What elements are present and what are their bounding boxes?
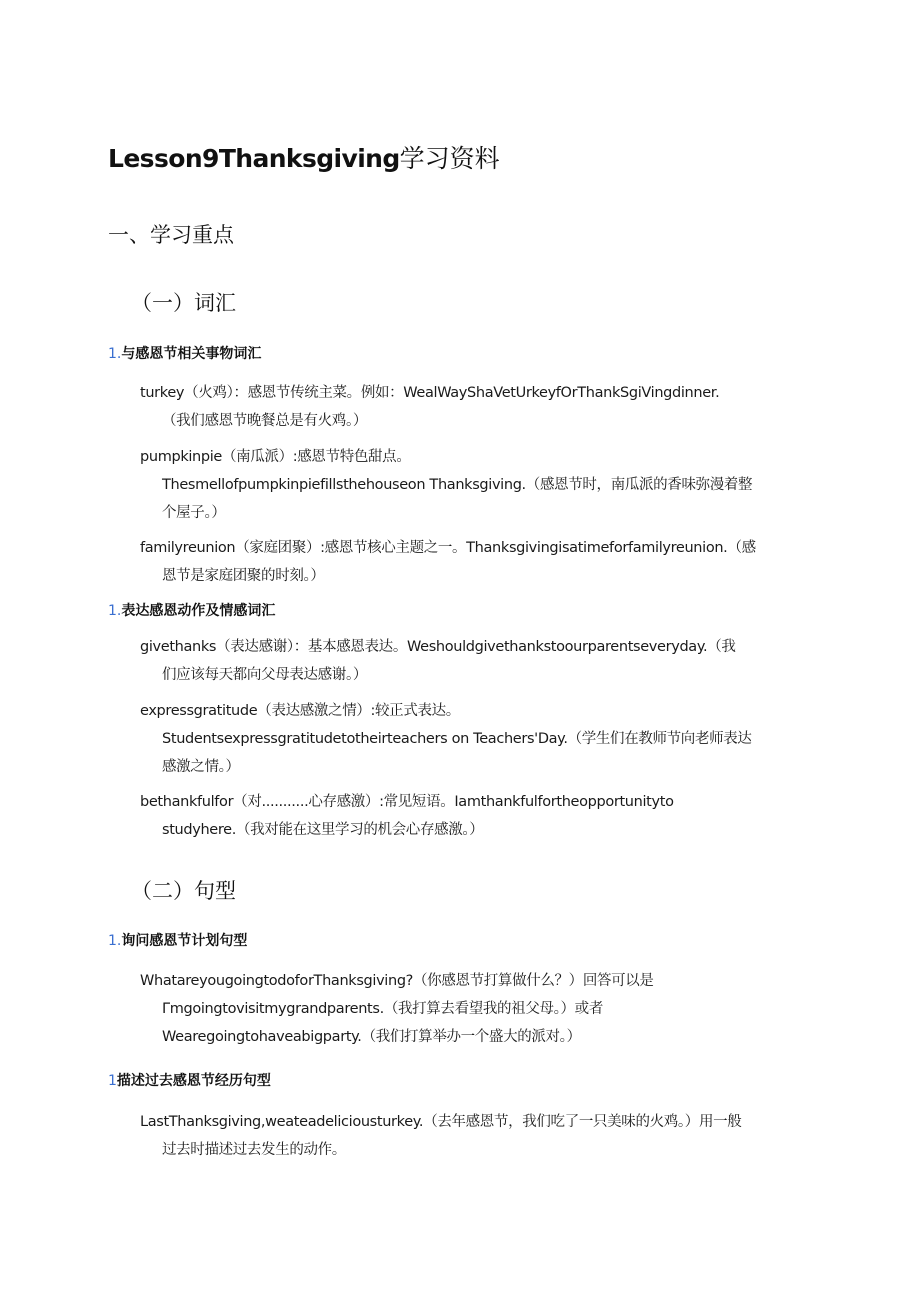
pattern-plan-line2: Γmgoingtovisitmygrandparents.（我打算去看望我的祖父母。）或者	[162, 1001, 603, 1017]
title-chinese: 学习资料	[399, 144, 500, 173]
section-heading-key-points: 一、学习重点	[108, 223, 234, 247]
bethankful-entry-line1: bethankfulfor（对...........心存感激）:常见短语。Iamthankfulfortheopportunityto	[140, 794, 674, 810]
pattern-plan-line3: Wearegoingtohaveabigparty.（我们打算举办一个盛大的派对。）	[162, 1029, 581, 1045]
expressgratitude-entry-line3: 感激之情。）	[162, 759, 240, 775]
pattern-group2-title: 描述过去感恩节经历句型	[116, 1073, 271, 1089]
familyreunion-entry-line1: familyreunion（家庭团聚）:感恩节核心主题之一。Thanksgivingisatimeforfamilyreunion.（感	[140, 540, 756, 556]
pattern-group2-heading	[108, 1070, 271, 1092]
pattern-group2-number: 1	[108, 1073, 117, 1089]
givethanks-entry-line2: 们应该每天都向父母表达感谢。）	[162, 667, 367, 683]
pumpkinpie-entry-line3: 个屋子。）	[162, 505, 226, 521]
pattern-group1-heading	[108, 930, 247, 952]
vocab-group1-number: 1.	[108, 346, 122, 362]
familyreunion-entry-line2: 恩节是家庭团聚的时刻。）	[162, 568, 325, 584]
vocab-group1-title: 与感恩节相关事物词汇	[121, 346, 262, 362]
bethankful-entry-line2: studyhere.（我对能在这里学习的机会心存感激。）	[162, 822, 484, 838]
pumpkinpie-entry-line2: Thesmellofpumpkinpiefillsthehouseon Thanksgiving.（感恩节时，南瓜派的香味弥漫着整	[162, 477, 753, 493]
title-english: Lesson9Thanksgiving	[108, 144, 400, 173]
pattern-past-line2: 过去时描述过去发生的动作。	[162, 1142, 346, 1158]
document-title	[108, 142, 500, 176]
pattern-plan-line1: WhatareyougoingtodoforThanksgiving?（你感恩节打算做什么？）回答可以是	[140, 973, 654, 989]
pumpkinpie-entry-line1: pumpkinpie（南瓜派）:感恩节特色甜点。	[140, 449, 411, 465]
pattern-group1-title: 询问感恩节计划句型	[121, 933, 248, 949]
expressgratitude-entry-line2: Studentsexpressgratitudetotheirteachers on Teachers'Day.（学生们在教师节向老师表达	[162, 731, 752, 747]
turkey-entry-line2: （我们感恩节晚餐总是有火鸡。）	[162, 413, 367, 429]
subsection-heading-sentence-patterns: （二）句型	[131, 879, 236, 903]
vocab-group2-number: 1.	[108, 603, 122, 619]
vocab-group2-heading	[108, 600, 275, 622]
vocab-group2-title: 表达感恩动作及情感词汇	[121, 603, 276, 619]
pattern-group1-number: 1.	[108, 933, 122, 949]
expressgratitude-entry-line1: expressgratitude（表达感激之情）:较正式表达。	[140, 703, 460, 719]
subsection-heading-vocabulary: （一）词汇	[131, 291, 236, 315]
pattern-past-line1: LastThanksgiving,weateadeliciousturkey.（去年感恩节，我们吃了一只美味的火鸡。）用一般	[140, 1114, 742, 1130]
turkey-entry-line1: turkey（火鸡）：感恩节传统主菜。例如：WealWayShaVetUrkeyfOrThankSgiVingdinner.	[140, 385, 720, 401]
vocab-group1-heading	[108, 343, 261, 365]
givethanks-entry-line1: givethanks（表达感谢）：基本感恩表达。Weshouldgivethankstoourparentseveryday.（我	[140, 639, 736, 655]
